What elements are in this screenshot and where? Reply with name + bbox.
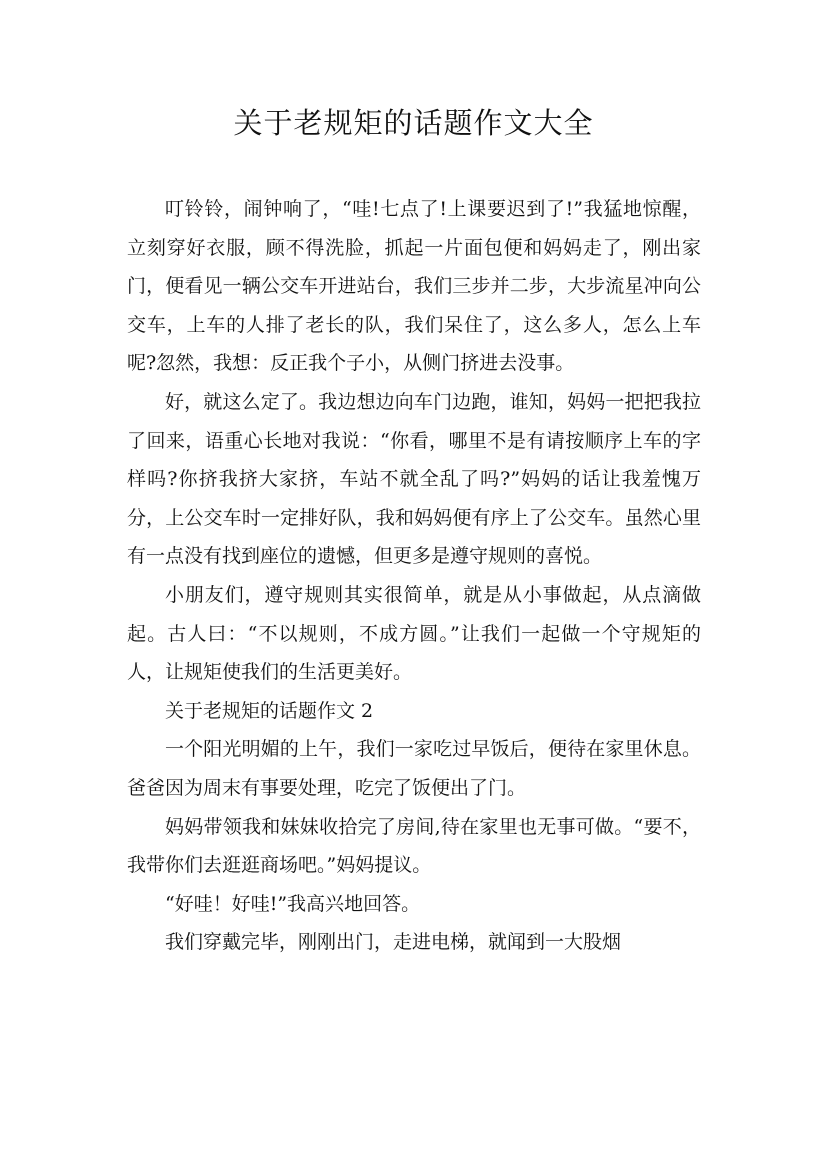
paragraph: 妈妈带领我和妹妹收拾完了房间,待在家里也无事可做。“要不，我带你们去逛逛商场吧。”妈妈提议。 <box>127 815 701 877</box>
document-body <box>127 190 701 962</box>
document-title: 关于老规矩的话题作文大全 <box>233 106 594 140</box>
paragraph: 好，就这么定了。我边想边向车门边跑，谁知，妈妈一把把我拉了回来，语重心长地对我说：“你看，哪里不是有请按顺序上车的字样吗?你挤我挤大家挤，车站不就全乱了吗?”妈妈的话让我羞愧万分，上公交车时一定排好队，我和妈妈便有序上了公交车。虽然心里有一点没有找到座位的遗憾，但更多是遵守规则的喜悦。 <box>127 390 701 568</box>
paragraph: 我们穿戴完毕，刚刚出门，走进电梯，就闻到一大股烟 <box>165 931 622 954</box>
section-heading: 关于老规矩的话题作文 2 <box>165 699 374 722</box>
paragraph: 一个阳光明媚的上午，我们一家吃过早饭后，便待在家里休息。爸爸因为周末有事要处理，吃完了饭便出了门。 <box>127 738 701 799</box>
paragraph: 叮铃铃，闹钟响了，“哇!七点了!上课要迟到了!”我猛地惊醒，立刻穿好衣服，顾不得洗脸，抓起一片面包便和妈妈走了，刚出家门，便看见一辆公交车开进站台，我们三步并二步，大步流星冲向公交车，上车的人排了老长的队，我们呆住了，这么多人，怎么上车呢?忽然，我想：反正我个子小，从侧门挤进去没事。 <box>127 198 701 375</box>
paragraph: 小朋友们，遵守规则其实很简单，就是从小事做起，从点滴做起。古人曰：“不以规则，不成方圆。”让我们一起做一个守规矩的人，让规矩使我们的生活更美好。 <box>127 583 701 684</box>
paragraph: “好哇！好哇!”我高兴地回答。 <box>165 892 421 915</box>
